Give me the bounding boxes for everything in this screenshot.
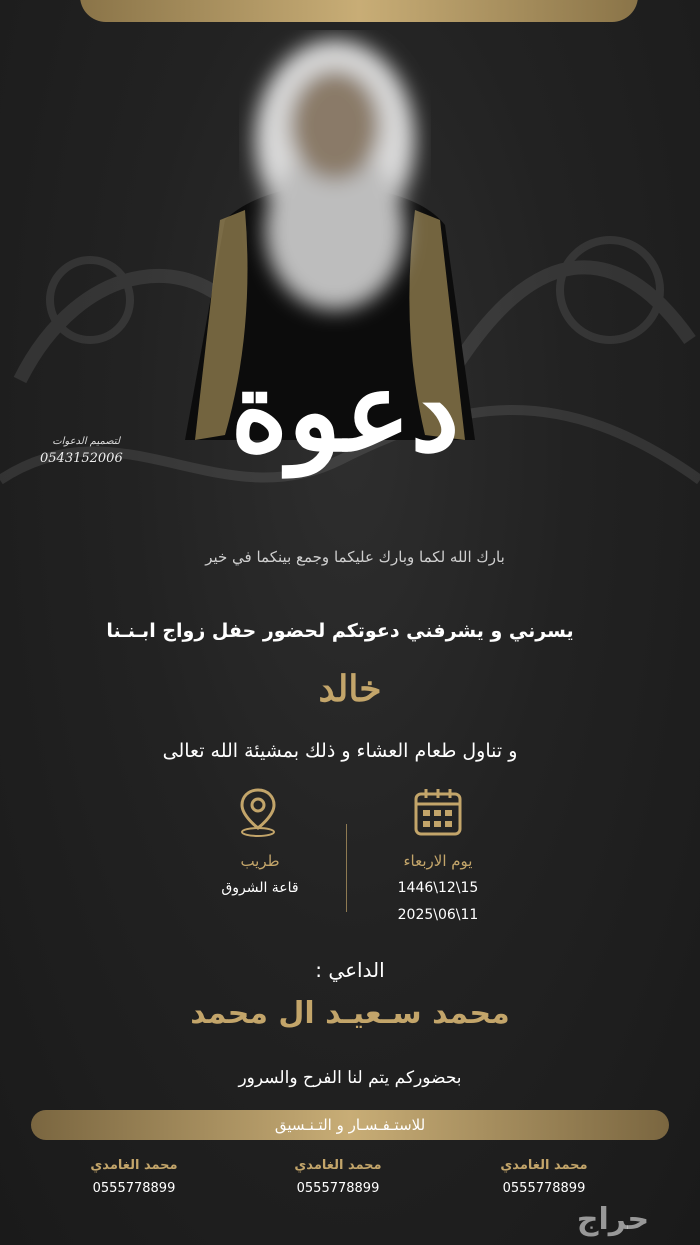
top-gold-bar bbox=[80, 0, 638, 22]
designer-credit bbox=[40, 436, 123, 466]
inquiry-bar: للاستـفـسـار و التـنـسيق bbox=[31, 1110, 669, 1140]
info-divider bbox=[346, 824, 347, 912]
contact-phone[interactable]: 0555778899 bbox=[92, 1181, 176, 1196]
groom-name: خالد bbox=[318, 668, 382, 710]
contact-item bbox=[454, 1158, 634, 1196]
contact-phone[interactable]: 0555778899 bbox=[296, 1181, 380, 1196]
date-day: يوم الاربعاء bbox=[403, 852, 473, 870]
contact-name: محمد الغامدي bbox=[294, 1158, 382, 1173]
dinner-line: و تناول طعام العشاء و ذلك بمشيئة الله تعالى bbox=[162, 740, 518, 762]
host-label: الداعي : bbox=[315, 958, 385, 982]
blessing-calligraphy: بارك الله لكما وبارك عليكما وجمع بينكما في خير bbox=[205, 548, 505, 566]
contact-name: محمد الغامدي bbox=[500, 1158, 588, 1173]
host-name: محمد سـعيـد ال محمد bbox=[190, 996, 510, 1031]
date-gregorian: 2025\06\11 bbox=[397, 907, 479, 923]
designer-phone: 0543152006 bbox=[40, 451, 123, 466]
invitation-intro: يسرني و يشرفني دعوتكم لحضور حفل زواج ابـنـنا bbox=[106, 620, 574, 642]
location-hall: قاعة الشروق bbox=[221, 880, 299, 896]
location-city: طريب bbox=[240, 852, 280, 870]
title-calligraphy bbox=[225, 310, 465, 510]
site-watermark-logo: حراج bbox=[576, 1202, 650, 1237]
page-title: دعوة bbox=[230, 347, 460, 476]
closing-line: بحضوركم يتم لنا الفرح والسرور bbox=[238, 1068, 462, 1088]
contact-phone[interactable]: 0555778899 bbox=[502, 1181, 586, 1196]
contact-item bbox=[248, 1158, 428, 1196]
location-pin-icon bbox=[236, 786, 280, 838]
date-hijri: 1446\12\15 bbox=[397, 880, 479, 896]
designer-label: لتصميم الدعوات bbox=[52, 436, 120, 447]
calendar-icon bbox=[413, 786, 463, 838]
contact-item bbox=[44, 1158, 224, 1196]
contact-name: محمد الغامدي bbox=[90, 1158, 178, 1173]
